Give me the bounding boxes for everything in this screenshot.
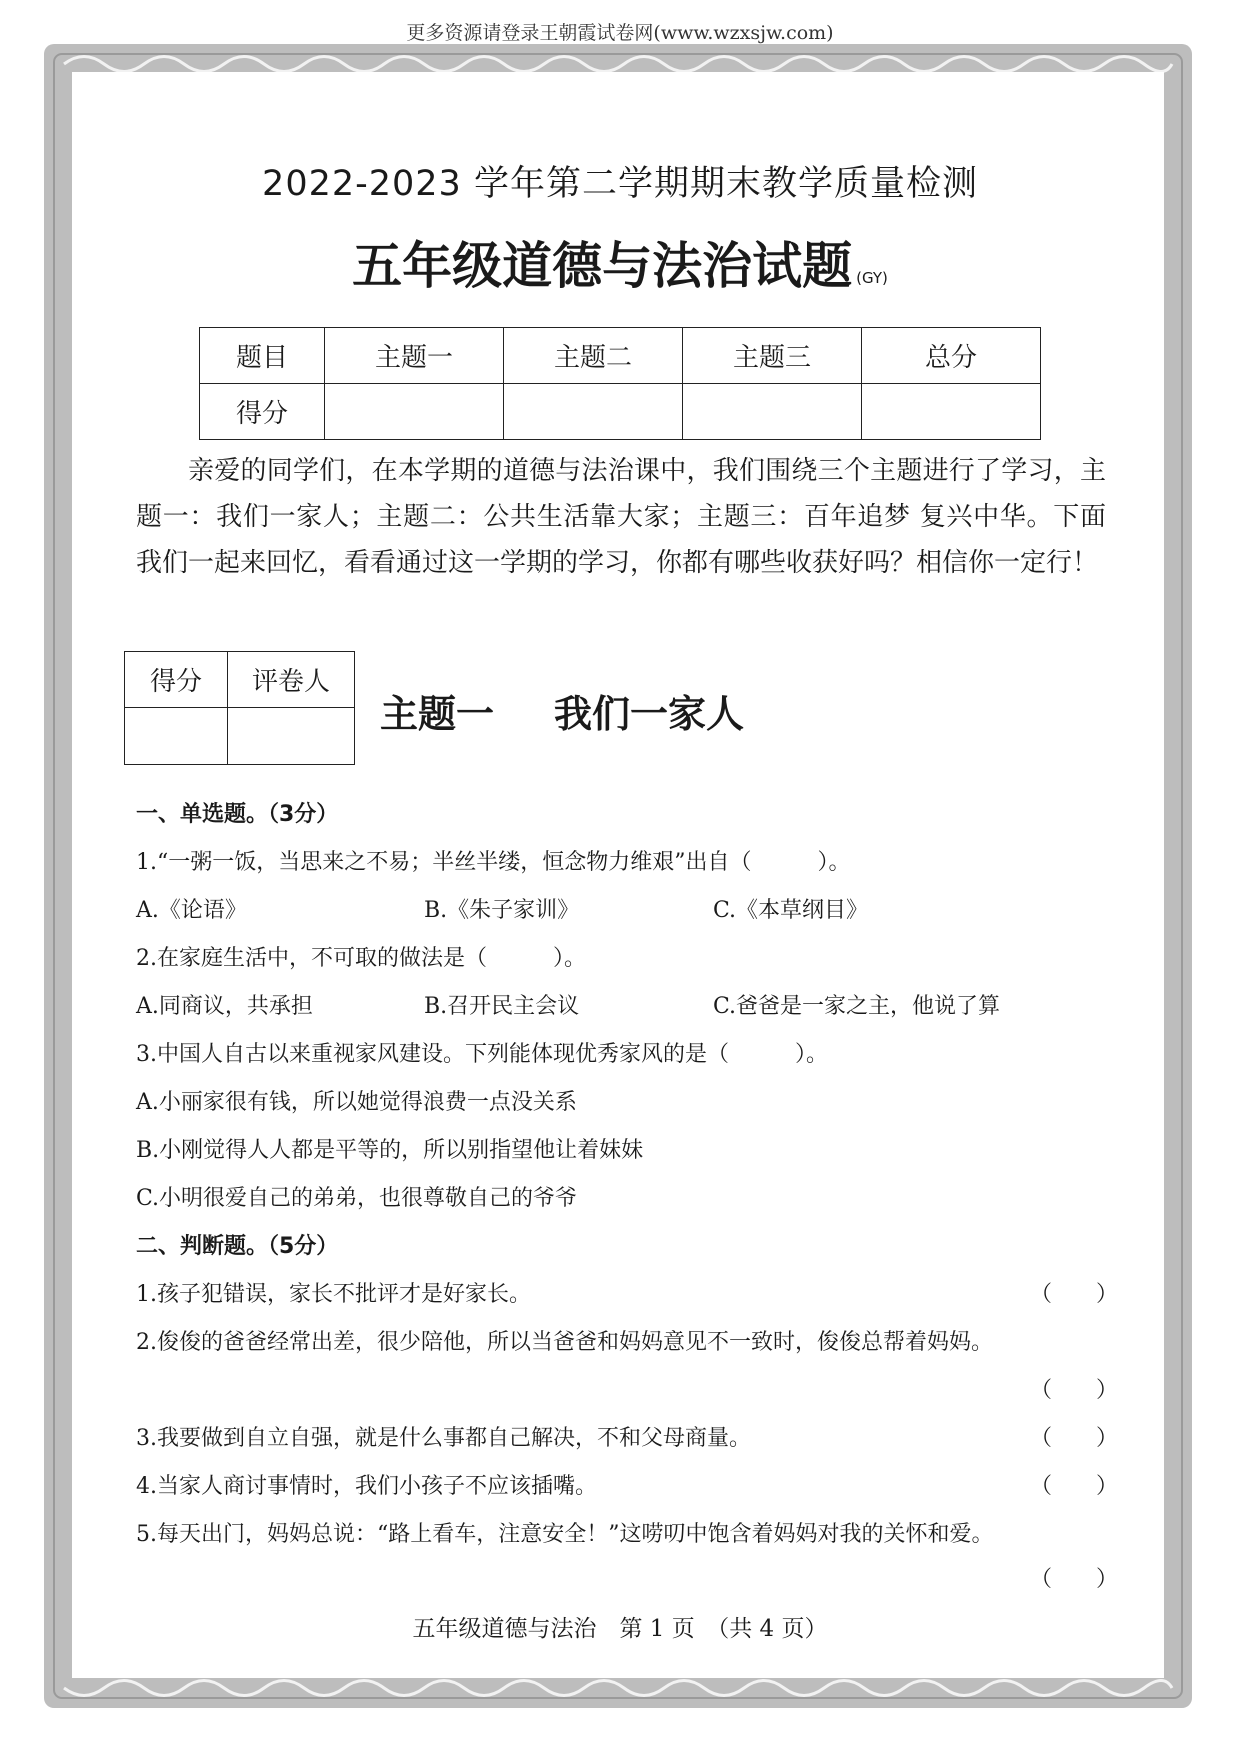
grader-label: 评卷人 (228, 652, 355, 708)
answer-bracket[interactable]: （ ） (1030, 1282, 1119, 1307)
grader-table (124, 651, 355, 765)
score-table-header: 主题一 (325, 328, 504, 384)
score-table-score-row (200, 384, 1041, 440)
exam-title-tag: (GY) (856, 269, 888, 287)
answer-bracket[interactable]: （ ） (1030, 1567, 1119, 1592)
answer-bracket[interactable]: （ ） (1030, 1378, 1119, 1403)
question-2-stem: 2.在家庭生活中，不可取的做法是（ ）。 (136, 946, 586, 971)
question-1-option-b[interactable]: B.《朱子家训》 (424, 898, 580, 923)
question-2-option-c[interactable]: C.爸爸是一家之主，他说了算 (713, 994, 1001, 1019)
theme-heading (380, 683, 804, 738)
header-note: 更多资源请登录王朝霞试卷网(www.wzxsjw.com) (406, 22, 834, 44)
theme-number: 主题一 (380, 692, 495, 736)
theme-name: 我们一家人 (554, 692, 745, 736)
question-3-option-c[interactable]: C.小明很爱自己的弟弟，也很尊敬自己的爷爷 (136, 1186, 578, 1211)
question-1-stem: 1.“一粥一饭，当思来之不易；半丝半缕，恒念物力维艰”出自（ ）。 (136, 850, 851, 875)
question-1-option-c[interactable]: C.《本草纲目》 (713, 898, 869, 923)
grader-score-label: 得分 (125, 652, 228, 708)
judge-item-2: 2.俊俊的爸爸经常出差，很少陪他，所以当爸爸和妈妈意见不一致时，俊俊总帮着妈妈。 (136, 1330, 993, 1355)
score-table-header: 总分 (862, 328, 1041, 384)
judge-item-5: 5.每天出门，妈妈总说：“路上看车，注意安全！”这唠叨中饱含着妈妈对我的关怀和爱。 (136, 1522, 994, 1547)
grader-score-cell[interactable] (125, 708, 228, 765)
question-2-option-a[interactable]: A.同商议，共承担 (136, 994, 313, 1019)
question-3-option-b[interactable]: B.小刚觉得人人都是平等的，所以别指望他让着妹妹 (136, 1138, 644, 1163)
grader-name-cell[interactable] (228, 708, 355, 765)
score-cell[interactable] (504, 384, 683, 440)
exam-title-line2 (0, 226, 1240, 298)
question-3-option-a[interactable]: A.小丽家很有钱，所以她觉得浪费一点没关系 (136, 1090, 577, 1115)
judge-item-4: 4.当家人商讨事情时，我们小孩子不应该插嘴。 (136, 1474, 597, 1499)
score-cell[interactable] (683, 384, 862, 440)
question-1-option-a[interactable]: A.《论语》 (136, 898, 247, 923)
section-title-single-choice: 一、单选题。（3分） (136, 802, 339, 827)
page-footer: 五年级道德与法治 第 1 页 （共 4 页） (412, 1616, 828, 1642)
score-table-header: 主题二 (504, 328, 683, 384)
answer-bracket[interactable]: （ ） (1030, 1426, 1119, 1451)
score-table-header: 主题三 (683, 328, 862, 384)
score-table-header: 题目 (200, 328, 325, 384)
question-3-stem: 3.中国人自古以来重视家风建设。下列能体现优秀家风的是（ ）。 (136, 1042, 828, 1067)
judge-item-1: 1.孩子犯错误，家长不批评才是好家长。 (136, 1282, 531, 1307)
score-table-row-label: 得分 (200, 384, 325, 440)
exam-title-line1: 2022-2023 学年第二学期期末教学质量检测 (262, 164, 978, 204)
answer-bracket[interactable]: （ ） (1030, 1474, 1119, 1499)
score-table-header-row (200, 328, 1041, 384)
exam-subject-title: 五年级道德与法治试题 (352, 237, 853, 295)
score-cell[interactable] (862, 384, 1041, 440)
section-title-true-false: 二、判断题。（5分） (136, 1234, 339, 1259)
score-cell[interactable] (325, 384, 504, 440)
judge-item-3: 3.我要做到自立自强，就是什么事都自己解决，不和父母商量。 (136, 1426, 751, 1451)
question-2-option-b[interactable]: B.召开民主会议 (424, 994, 580, 1019)
intro-paragraph: 亲爱的同学们，在本学期的道德与法治课中，我们围绕三个主题进行了学习，主题一：我们一家人；主题二：公共生活靠大家；主题三：百年追梦 复兴中华。下面我们一起来回忆，看看通过这一学期的学习，你都有哪些收获好吗？相信你一定行！ (136, 456, 1106, 578)
score-table (199, 327, 1041, 440)
